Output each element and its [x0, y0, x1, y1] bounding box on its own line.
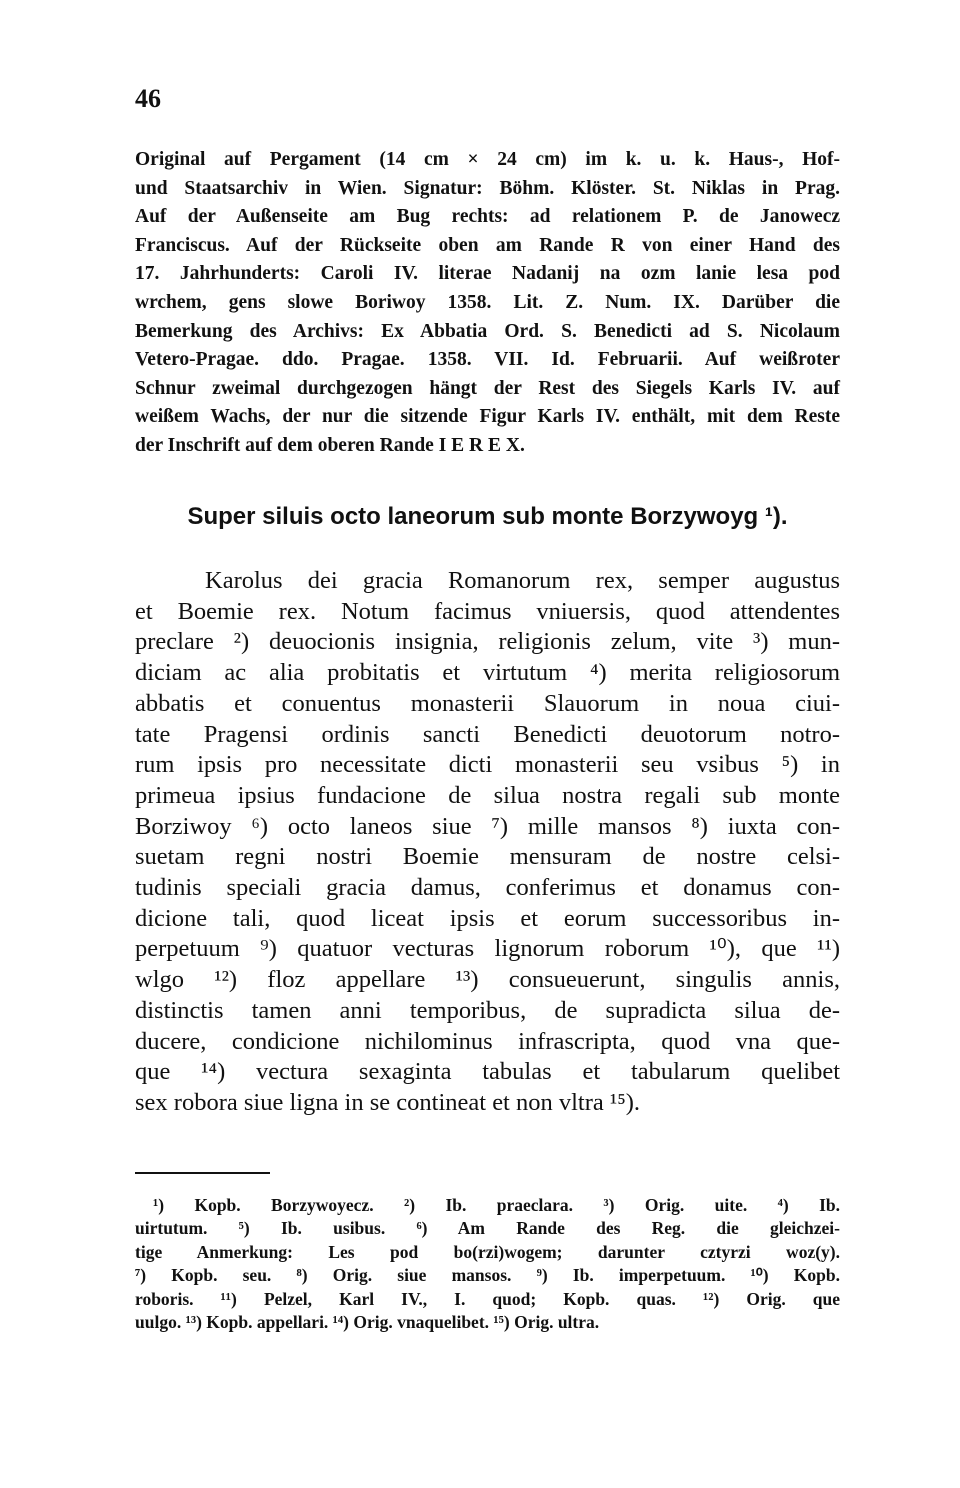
charter-text [135, 566, 840, 1119]
charter-line: diciam ac alia probitatis et virtutum ⁴) merita religiosorum [135, 659, 840, 687]
charter-line: abbatis et conuentus monasterii Slauorum in noua ciui- [135, 689, 840, 717]
document-page [135, 0, 840, 1488]
charter-line: tate Pragensi ordinis sancti Benedicti deuotorum notro- [135, 720, 840, 748]
charter-line: preclare ²) deuocionis insignia, religionis zelum, vite ³) mun- [135, 628, 840, 656]
page-number: 46 [135, 84, 161, 113]
charter-line: suetam regni nostri Boemie mensuram de nostre celsi- [135, 843, 840, 871]
charter-line: dicione tali, quod liceat ipsis et eorum successoribus in- [135, 904, 840, 932]
footnote-line: ¹) Kopb. Borzywoyecz. ²) Ib. praeclara. ³) Orig. uite. ⁴) Ib. [153, 1195, 840, 1215]
document-title: Super siluis octo laneorum sub monte Borzywoyg ¹). [187, 503, 788, 530]
source-note-line: Original auf Pergament (14 cm × 24 cm) im k. u. k. Haus-, Hof- [135, 149, 840, 170]
source-note [135, 146, 840, 461]
footnote-line: roboris. ¹¹) Pelzel, Karl IV., I. quod; Kopb. quas. ¹²) Orig. que [135, 1288, 840, 1309]
source-note-line: Schnur zweimal durchgezogen hängt der Rest des Siegels Karls IV. auf [135, 377, 840, 399]
source-note-line: Auf der Außenseite am Bug rechts: ad relationem P. de Janowecz [135, 206, 840, 228]
charter-line: et Boemie rex. Notum facimus vniuersis, quod attendentes [135, 597, 840, 625]
source-note-line: 17. Jahrhunderts: Caroli IV. literae Nadanij na ozm lanie lesa pod [135, 263, 840, 285]
footnote-separator [135, 1172, 270, 1174]
charter-line: rum ipsis pro necessitate dicti monasterii seu vsibus ⁵) in [135, 751, 840, 779]
source-note-line: Franciscus. Auf der Rückseite oben am Rande R von einer Hand des [135, 234, 840, 256]
charter-line: Karolus dei gracia Romanorum rex, semper augustus [205, 567, 840, 594]
source-note-line: der Inschrift auf dem oberen Rande I E R E X. [135, 434, 525, 456]
footnotes [135, 1194, 840, 1334]
charter-line: perpetuum ⁹) quatuor vecturas lignorum roborum ¹⁰), que ¹¹) [135, 935, 840, 963]
charter-line: sex robora siue ligna in se contineat et non vltra ¹⁵). [135, 1088, 641, 1116]
charter-line: primeua ipsius fundacione de silua nostra regali sub monte [135, 781, 840, 809]
source-note-line: Bemerkung des Archivs: Ex Abbatia Ord. S. Benedicti ad S. Nicolaum [135, 320, 840, 342]
charter-line: tudinis speciali gracia damus, conferimus et donamus con- [135, 874, 840, 902]
source-note-line: Vetero-Pragae. ddo. Pragae. 1358. VII. Id. Februarii. Auf weißroter [135, 349, 840, 371]
charter-line: wlgo ¹²) floz appellare ¹³) consueuerunt, singulis annis, [135, 966, 840, 994]
source-note-line: weißem Wachs, der nur die sitzende Figur Karls IV. enthält, mit dem Reste [135, 406, 840, 428]
charter-line: distinctis tamen anni temporibus, de supradicta silua de- [135, 996, 840, 1024]
source-note-line: und Staatsarchiv in Wien. Signatur: Böhm. Klöster. St. Niklas in Prag. [135, 177, 840, 199]
footnote-line: ⁷) Kopb. seu. ⁸) Orig. siue mansos. ⁹) Ib. imperpetuum. ¹⁰) Kopb. [135, 1265, 840, 1286]
footnote-line: uulgo. ¹³) Kopb. appellari. ¹⁴) Orig. vnaquelibet. ¹⁵) Orig. ultra. [135, 1312, 600, 1333]
footnote-line: tige Anmerkung: Les pod bo(rzi)wogem; darunter cztyrzi woz(y). [135, 1241, 840, 1262]
charter-line: que ¹⁴) vectura sexaginta tabulas et tabularum quelibet [135, 1058, 840, 1086]
charter-line: Borziwoy ⁶) octo laneos siue ⁷) mille mansos ⁸) iuxta con- [135, 812, 840, 840]
footnote-line: uirtutum. ⁵) Ib. usibus. ⁶) Am Rande des Reg. die gleichzei- [135, 1218, 840, 1239]
charter-line: ducere, condicione nichilominus infrascripta, quod vna que- [135, 1027, 840, 1055]
source-note-line: wrchem, gens slowe Boriwoy 1358. Lit. Z. Num. IX. Darüber die [135, 291, 840, 313]
